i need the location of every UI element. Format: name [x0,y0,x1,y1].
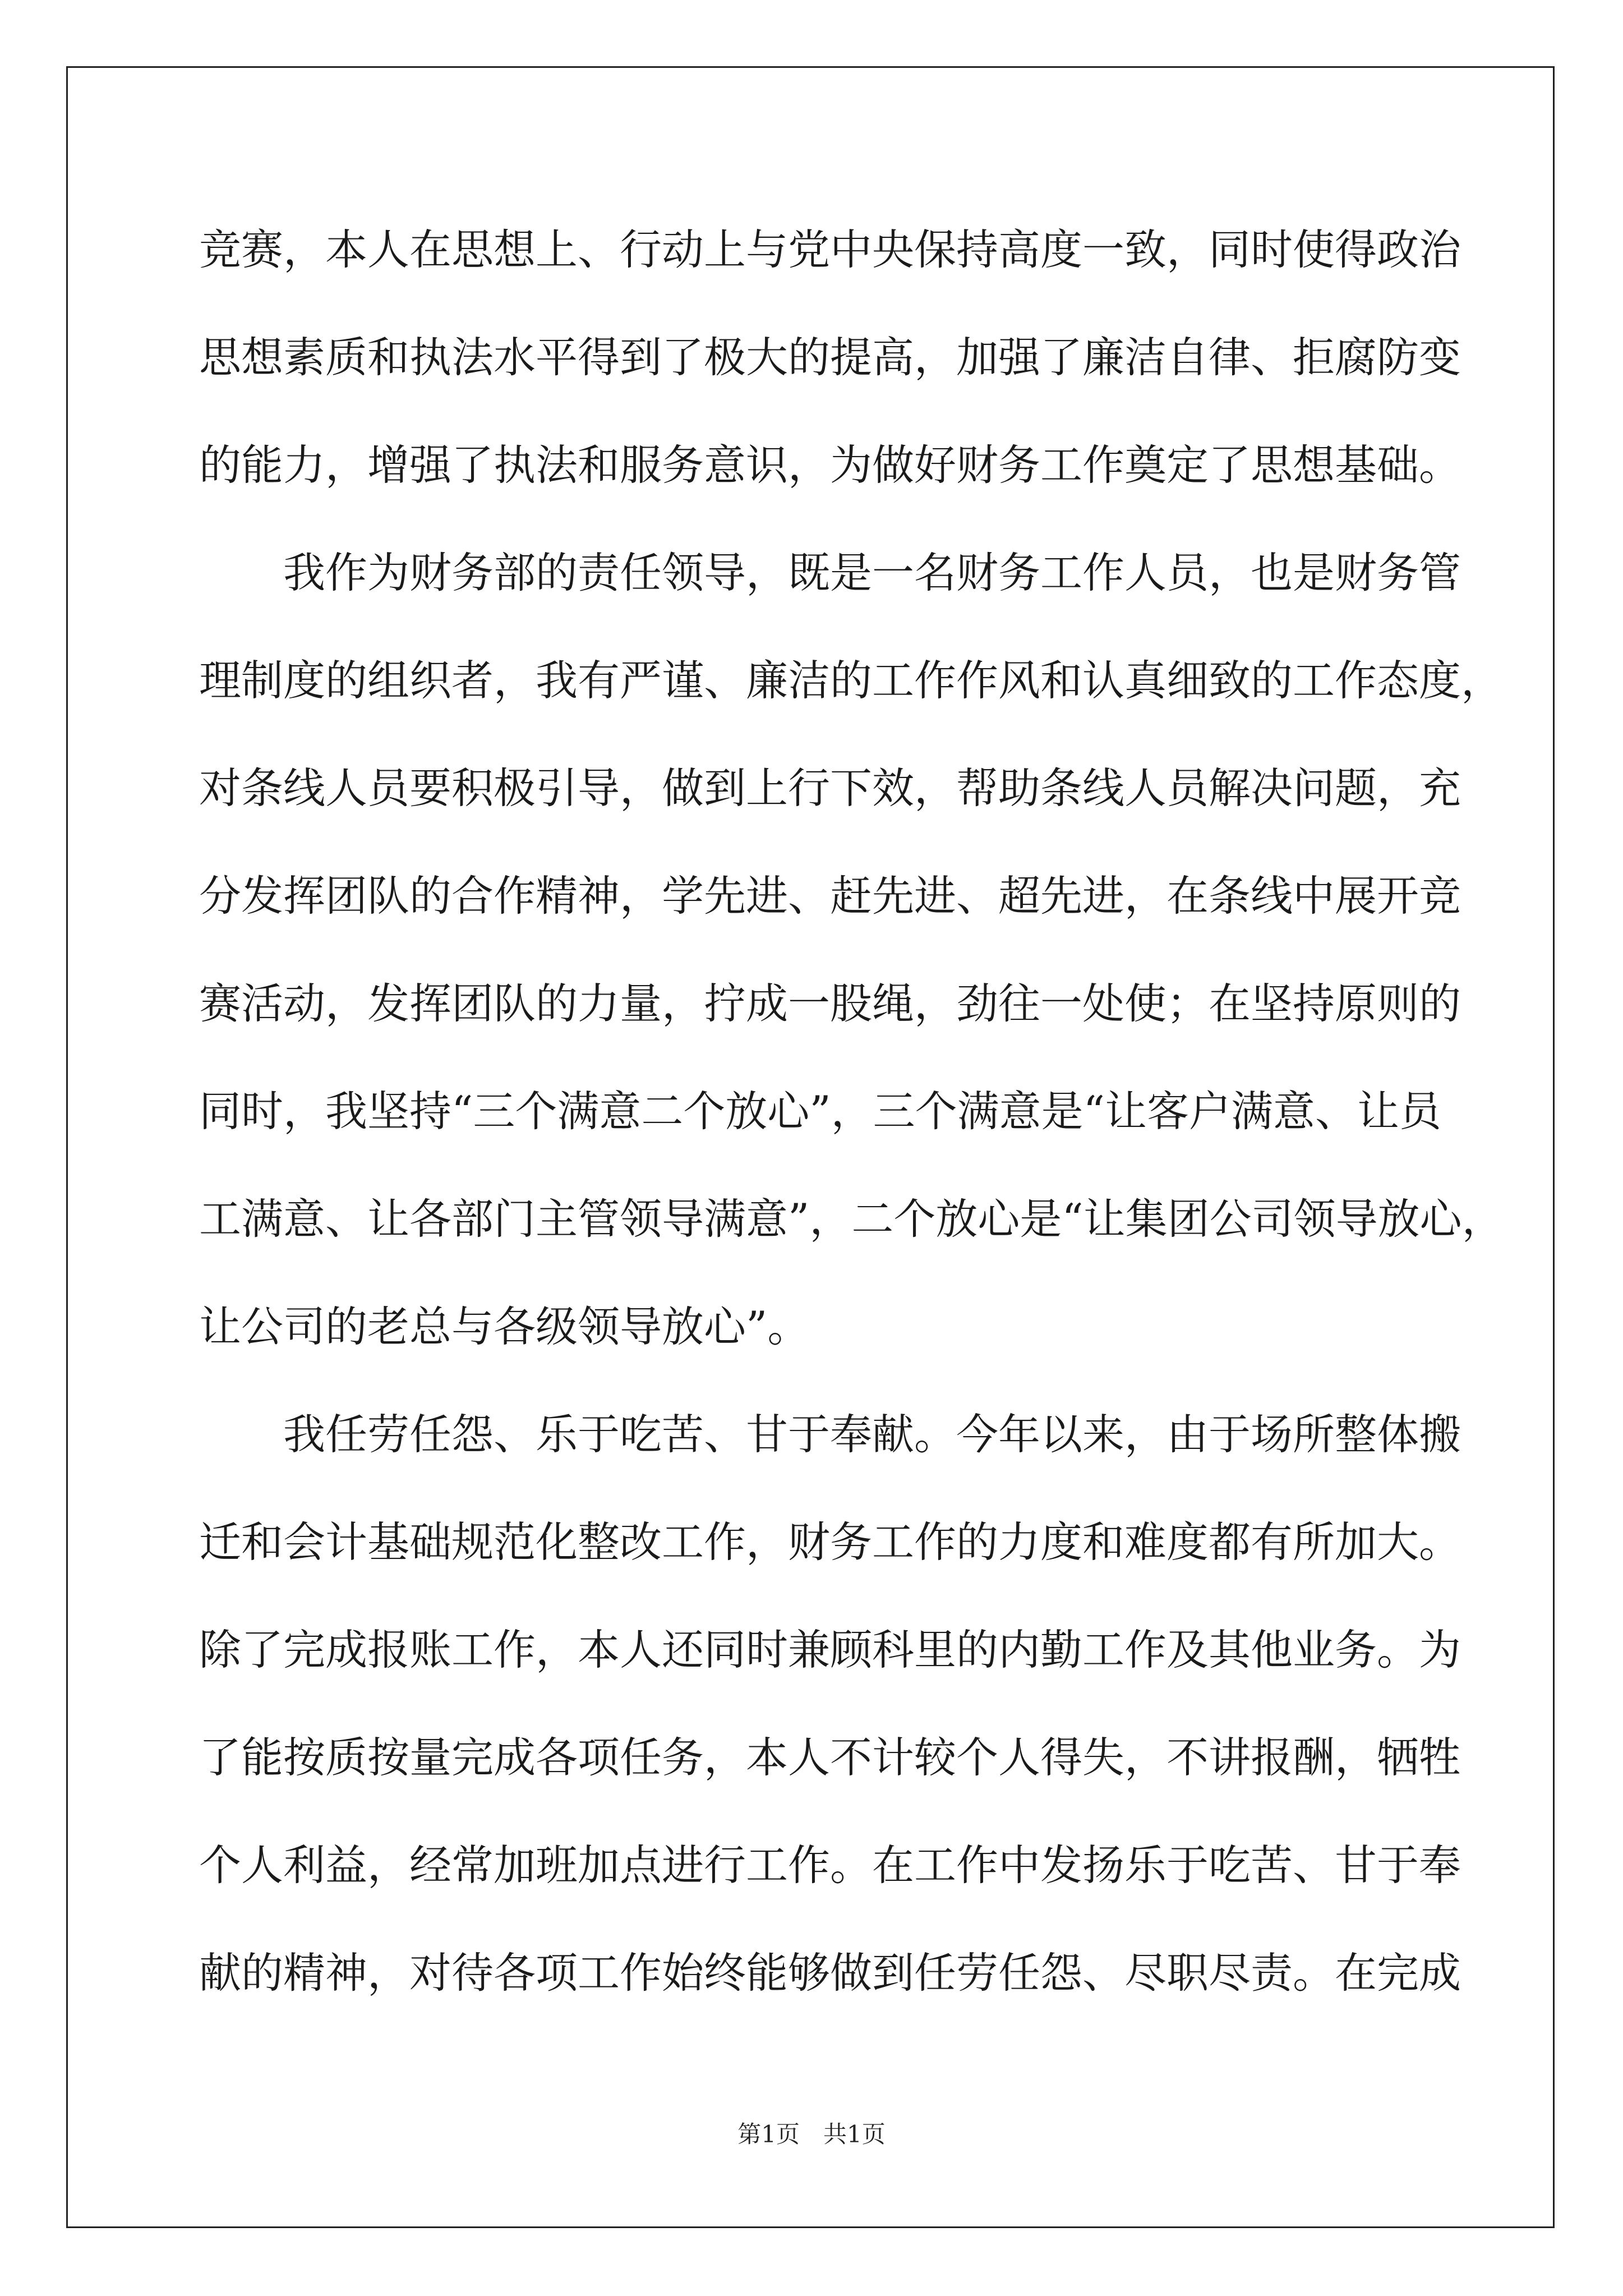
paragraph-start-line: 我任劳任怨、乐于吃苦、甘于奉献。今年以来，由于场所整体搬 [283,1410,1461,1459]
text-line: 工满意、让各部门主管领导满意”，二个放心是“让集团公司领导放心， [199,1194,1504,1244]
text-line: 理制度的组织者，我有严谨、廉洁的工作作风和认真细致的工作态度， [199,656,1504,705]
text-line: 献的精神，对待各项工作始终能够做到任劳任怨、尽职尽责。在完成 [199,1948,1461,1998]
text-line: 思想素质和执法水平得到了极大的提高，加强了廉洁自律、拒腐防变 [199,333,1461,382]
text-line: 除了完成报账工作，本人还同时兼顾科里的内勤工作及其他业务。为 [199,1625,1461,1674]
text-line: 个人利益，经常加班加点进行工作。在工作中发扬乐于吃苦、甘于奉 [199,1841,1461,1890]
text-line: 赛活动，发挥团队的力量，拧成一股绳，劲往一处使；在坚持原则的 [199,979,1461,1028]
text-line: 竞赛，本人在思想上、行动上与党中央保持高度一致，同时使得政治 [199,225,1461,274]
text-line: 分发挥团队的合作精神，学先进、赶先进、超先进，在条线中展开竞 [199,871,1461,921]
text-line: 同时，我坚持“三个满意二个放心”，三个满意是“让客户满意、让员 [199,1087,1442,1136]
page-number-footer: 第1页 共1页 [737,2120,886,2148]
paragraph-start-line: 我作为财务部的责任领导，既是一名财务工作人员，也是财务管 [283,548,1461,597]
text-line: 的能力，增强了执法和服务意识，为做好财务工作奠定了思想基础。 [199,440,1461,490]
text-line: 了能按质按量完成各项任务，本人不计较个人得失，不讲报酬，牺牲 [199,1733,1461,1782]
text-line: 让公司的老总与各级领导放心”。 [199,1302,810,1351]
text-line: 对条线人员要积极引导，做到上行下效，帮助条线人员解决问题，充 [199,763,1461,813]
text-line: 迁和会计基础规范化整改工作，财务工作的力度和难度都有所加大。 [199,1517,1461,1567]
